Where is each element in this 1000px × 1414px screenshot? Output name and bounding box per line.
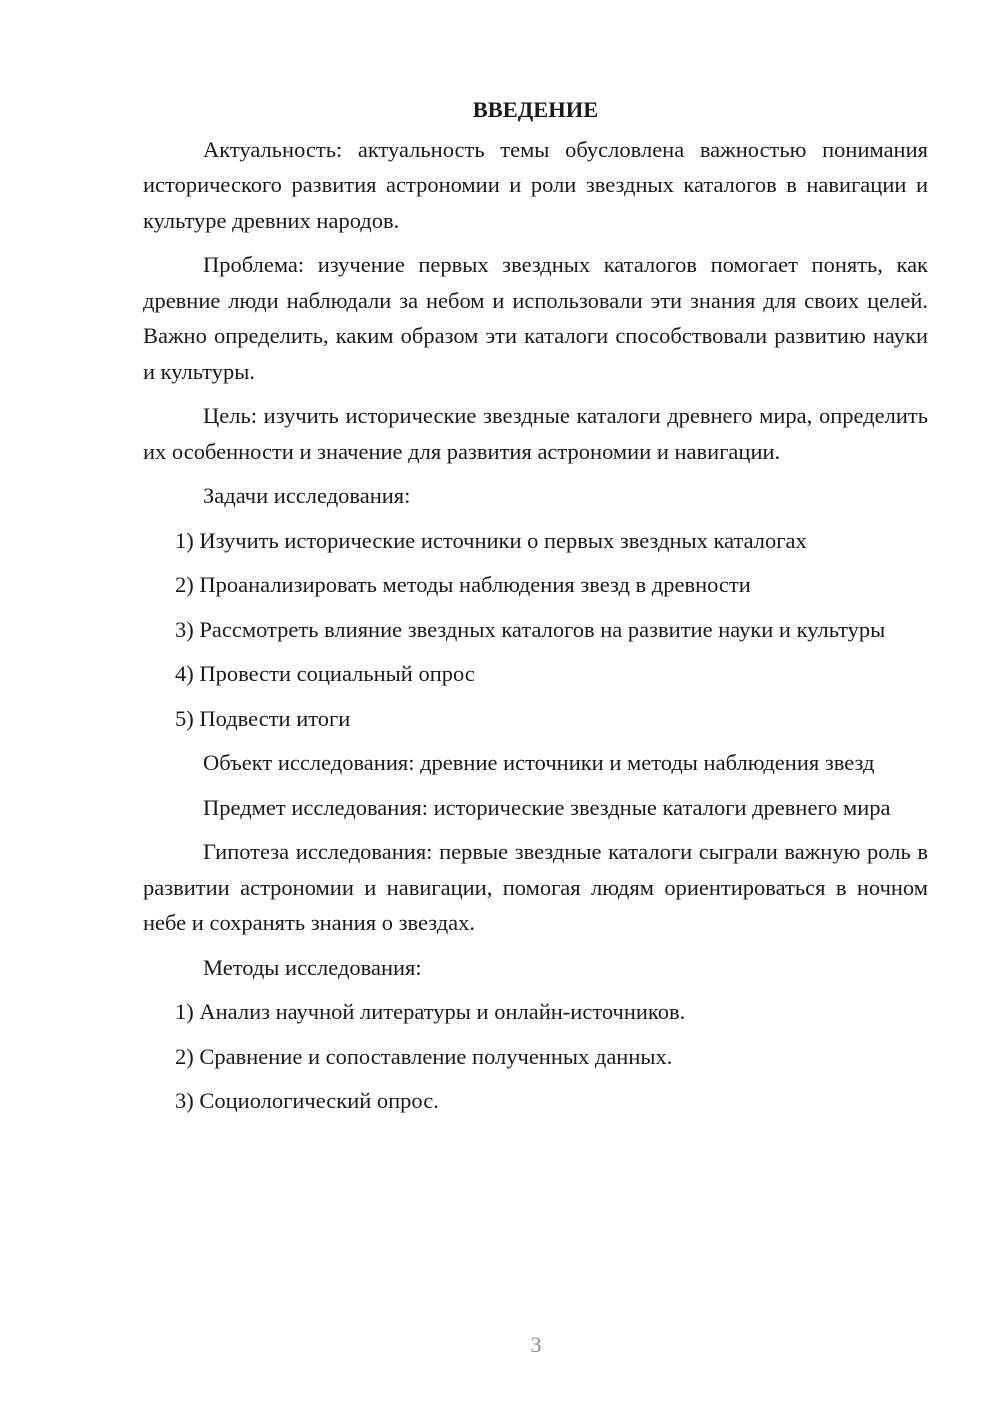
hypothesis-paragraph: Гипотеза исследования: первые звездные каталоги сыграли важную роль в развитии астрономии и навигации, помогая людям ориентироваться в ночном небе и сохранять знания о звездах. bbox=[143, 839, 928, 935]
task-item: 2) Проанализировать методы наблюдения звезд в древности bbox=[175, 572, 751, 597]
page-number: 3 bbox=[530, 1332, 542, 1357]
goal-paragraph: Цель: изучить исторические звездные каталоги древнего мира, определить их особенности и значение для развития астрономии и навигации. bbox=[143, 403, 928, 464]
method-item: 3) Социологический опрос. bbox=[175, 1088, 439, 1113]
methods-heading: Методы исследования: bbox=[203, 954, 422, 980]
task-item: 5) Подвести итоги bbox=[175, 705, 351, 731]
document-page bbox=[143, 92, 928, 1128]
task-item: 1) Изучить исторические источники о первых звездных каталогах bbox=[175, 527, 807, 553]
tasks-heading: Задачи исследования: bbox=[203, 483, 411, 508]
relevance-paragraph: Актуальность: актуальность темы обусловлена важностью понимания исторического развития астрономии и роли звездных каталогов в навигации и культуре древних народов. bbox=[143, 136, 928, 233]
problem-paragraph: Проблема: изучение первых звездных каталогов помогает понять, как древние люди наблюдали за небом и использовали эти знания для своих целей. Важно определить, каким образом эти каталоги способствовали развитию науки и культуры. bbox=[143, 252, 928, 384]
method-item: 2) Сравнение и сопоставление полученных данных. bbox=[175, 1043, 673, 1069]
method-item: 1) Анализ научной литературы и онлайн-источников. bbox=[175, 999, 686, 1024]
task-item: 4) Провести социальный опрос bbox=[175, 661, 475, 686]
subject-paragraph: Предмет исследования: исторические звездные каталоги древнего мира bbox=[203, 794, 891, 820]
section-title: ВВЕДЕНИЕ bbox=[472, 97, 599, 122]
task-item: 3) Рассмотреть влияние звездных каталогов на развитие науки и культуры bbox=[175, 616, 886, 642]
object-paragraph: Объект исследования: древние источники и методы наблюдения звезд bbox=[203, 750, 875, 775]
